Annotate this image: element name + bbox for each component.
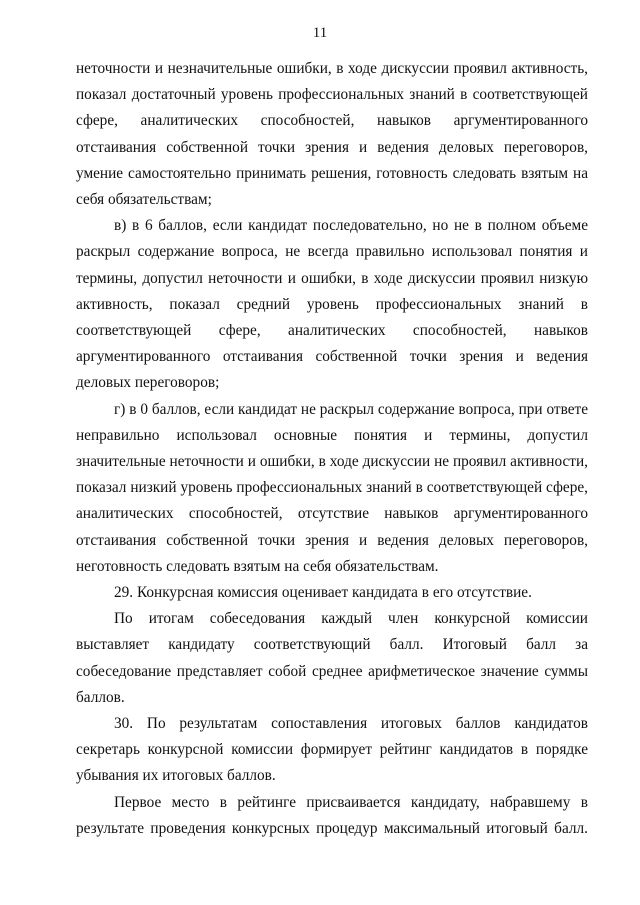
paragraph-item-v: в) в 6 баллов, если кандидат последовательно, но не в полном объеме раскрыл содержание вопроса, не всегда правильно использовал понятия и термины, допустил неточности и ошибки, в ходе дискуссии проявил низкую активность, показал средний уровень профессиональных знаний в соответствующей сфере, аналитических способностей, навыков аргументированного отстаивания собственной точки зрения и ведения деловых переговоров; (76, 217, 588, 392)
paragraph-clause-30: 30. По результатам сопоставления итоговых баллов кандидатов секретарь конкурсной комиссии формирует рейтинг кандидатов в порядке убывания их итоговых баллов. (76, 715, 588, 785)
page-number: 11 (312, 25, 328, 41)
paragraph-clause-29: 29. Конкурсная комиссия оценивает кандидата в его отсутствие. (114, 584, 532, 602)
paragraph-interview-results: По итогам собеседования каждый член конкурсной комиссии выставляет кандидату соответствующий балл. Итоговый балл за собеседование представляет собой среднее арифметическое значение суммы баллов. (76, 610, 588, 706)
paragraph-item-g: г) в 0 баллов, если кандидат не раскрыл содержание вопроса, при ответе неправильно использовал основные понятия и термины, допустил значительные неточности и ошибки, в ходе дискуссии не проявил активности, показал низкий уровень профессиональных знаний в соответствующей сфере, аналитических способностей, отсутствие навыков аргументированного отстаивания собственной точки зрения и ведения деловых переговоров, неготовность следовать взятым на себя обязательствам. (76, 400, 588, 575)
paragraph-first-place: Первое место в рейтинге присваивается кандидату, набравшему в результате проведения конкурсных процедур максимальный итоговый балл. (76, 793, 588, 837)
paragraph-continuation: неточности и незначительные ошибки, в ходе дискуссии проявил активность, показал достаточный уровень профессиональных знаний в соответствующей сфере, аналитических способностей, навыков аргументированного отстаивания собственной точки зрения и ведения деловых переговоров, умение самостоятельно принимать решения, готовность следовать взятым на себя обязательствам; (76, 60, 588, 209)
document-body (76, 56, 588, 842)
